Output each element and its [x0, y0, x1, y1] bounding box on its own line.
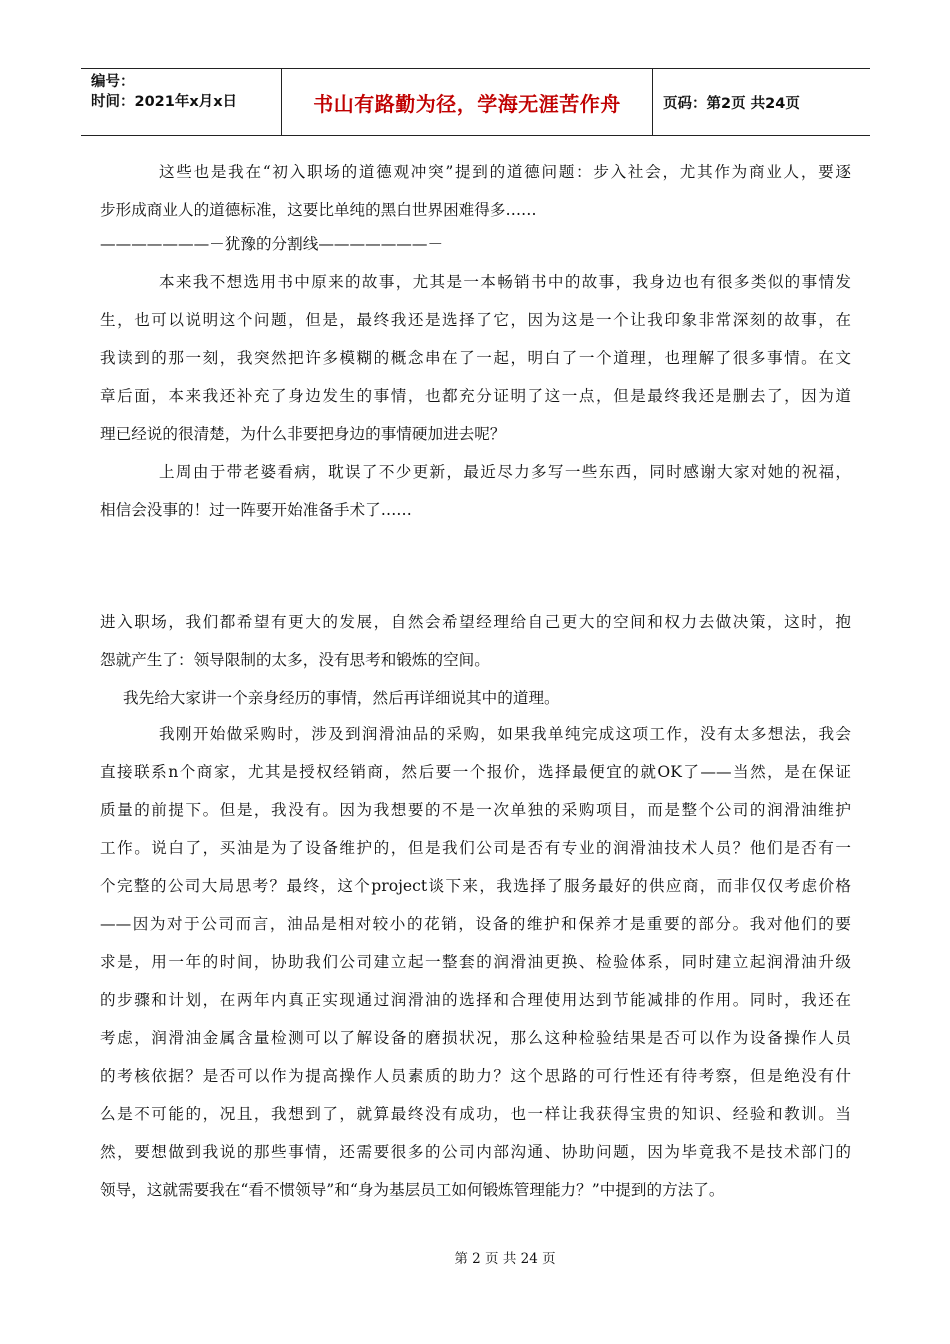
text-line: 然，要想做到我说的那些事情，还需要很多的公司内部沟通、协助问题，因为毕竟我不是技术部门的: [100, 1143, 851, 1161]
header-motto: 书山有路勤为径，学海无涯苦作舟: [282, 69, 653, 135]
text-line: 的步骤和计划，在两年内真正实现通过润滑油的选择和合理使用达到节能减排的作用。同时，我还在: [100, 991, 851, 1009]
text-line: 这些也是我在“初入职场的道德观冲突”提到的道德问题：步入社会，尤其作为商业人，要逐: [159, 163, 851, 181]
text-line: 我先给大家讲一个亲身经历的事情，然后再详细说其中的道理。: [123, 689, 560, 707]
text-line: 个完整的公司大局思考？最终，这个project谈下来，我选择了服务最好的供应商，而非仅仅考虑价格: [100, 877, 851, 895]
header-meta: [81, 69, 282, 135]
text-line: 进入职场，我们都希望有更大的发展，自然会希望经理给自己更大的空间和权力去做决策，这时，抱: [100, 613, 851, 631]
text-line: ——因为对于公司而言，油品是相对较小的花销，设备的维护和保养才是重要的部分。我对他们的要: [100, 915, 851, 933]
text-line: 领导，这就需要我在“看不惯领导”和“身为基层员工如何锻炼管理能力？”中提到的方法了。: [100, 1181, 725, 1199]
text-line: 求是，用一年的时间，协助我们公司建立起一整套的润滑油更换、检验体系，同时建立起润滑油升级: [100, 953, 851, 971]
text-line: 上周由于带老婆看病，耽误了不少更新，最近尽力多写一些东西，同时感谢大家对她的祝福，: [159, 463, 851, 481]
text-line: 质量的前提下。但是，我没有。因为我想要的不是一次单独的采购项目，而是整个公司的润滑油维护: [100, 801, 851, 819]
text-line: 的考核依据？是否可以作为提高操作人员素质的助力？这个思路的可行性还有待考察，但是绝没有什: [100, 1067, 851, 1085]
text-line: 考虑，润滑油金属含量检测可以了解设备的磨损状况，那么这种检验结果是否可以作为设备操作人员: [100, 1029, 851, 1047]
document-number-label: 编号：: [91, 74, 135, 90]
page-header: [81, 68, 870, 136]
text-line: 么是不可能的，况且，我想到了，就算最终没有成功，也一样让我获得宝贵的知识、经验和教训。当: [100, 1105, 851, 1123]
text-line: 章后面，本来我还补充了身边发生的事情，也都充分证明了这一点，但是最终我还是删去了，因为道: [100, 387, 851, 405]
text-line: 本来我不想选用书中原来的故事，尤其是一本畅销书中的故事，我身边也有很多类似的事情发: [159, 273, 851, 291]
text-line: 我刚开始做采购时，涉及到润滑油品的采购，如果我单纯完成这项工作，没有太多想法，我会: [159, 725, 851, 743]
text-line: 我读到的那一刻，我突然把许多模糊的概念串在了一起，明白了一个道理，也理解了很多事情。在文: [100, 349, 851, 367]
document-date-label: 时间：2021年x月x日: [91, 94, 238, 110]
text-line: 生，也可以说明这个问题，但是，最终我还是选择了它，因为这是一个让我印象非常深刻的故事，在: [100, 311, 851, 329]
text-line: 直接联系n个商家，尤其是授权经销商，然后要一个报价，选择最便宜的就OK了——当然，是在保证: [100, 763, 851, 781]
section-divider: ———————－犹豫的分割线———————－: [100, 235, 444, 253]
text-line: 怨就产生了：领导限制的太多，没有思考和锻炼的空间。: [100, 651, 490, 669]
text-line: 理已经说的很清楚，为什么非要把身边的事情硬加进去呢？: [100, 425, 506, 443]
text-line: 工作。说白了，买油是为了设备维护的，但是我们公司是否有专业的润滑油技术人员？他们是否有一: [100, 839, 851, 857]
text-line: 步形成商业人的道德标准，这要比单纯的黑白世界困难得多……: [100, 201, 537, 219]
page-footer: 第 2 页 共 24 页: [454, 1251, 556, 1267]
text-line: 相信会没事的！过一阵要开始准备手术了……: [100, 501, 412, 519]
header-page-number: 页码：第2页 共24页: [663, 95, 800, 112]
